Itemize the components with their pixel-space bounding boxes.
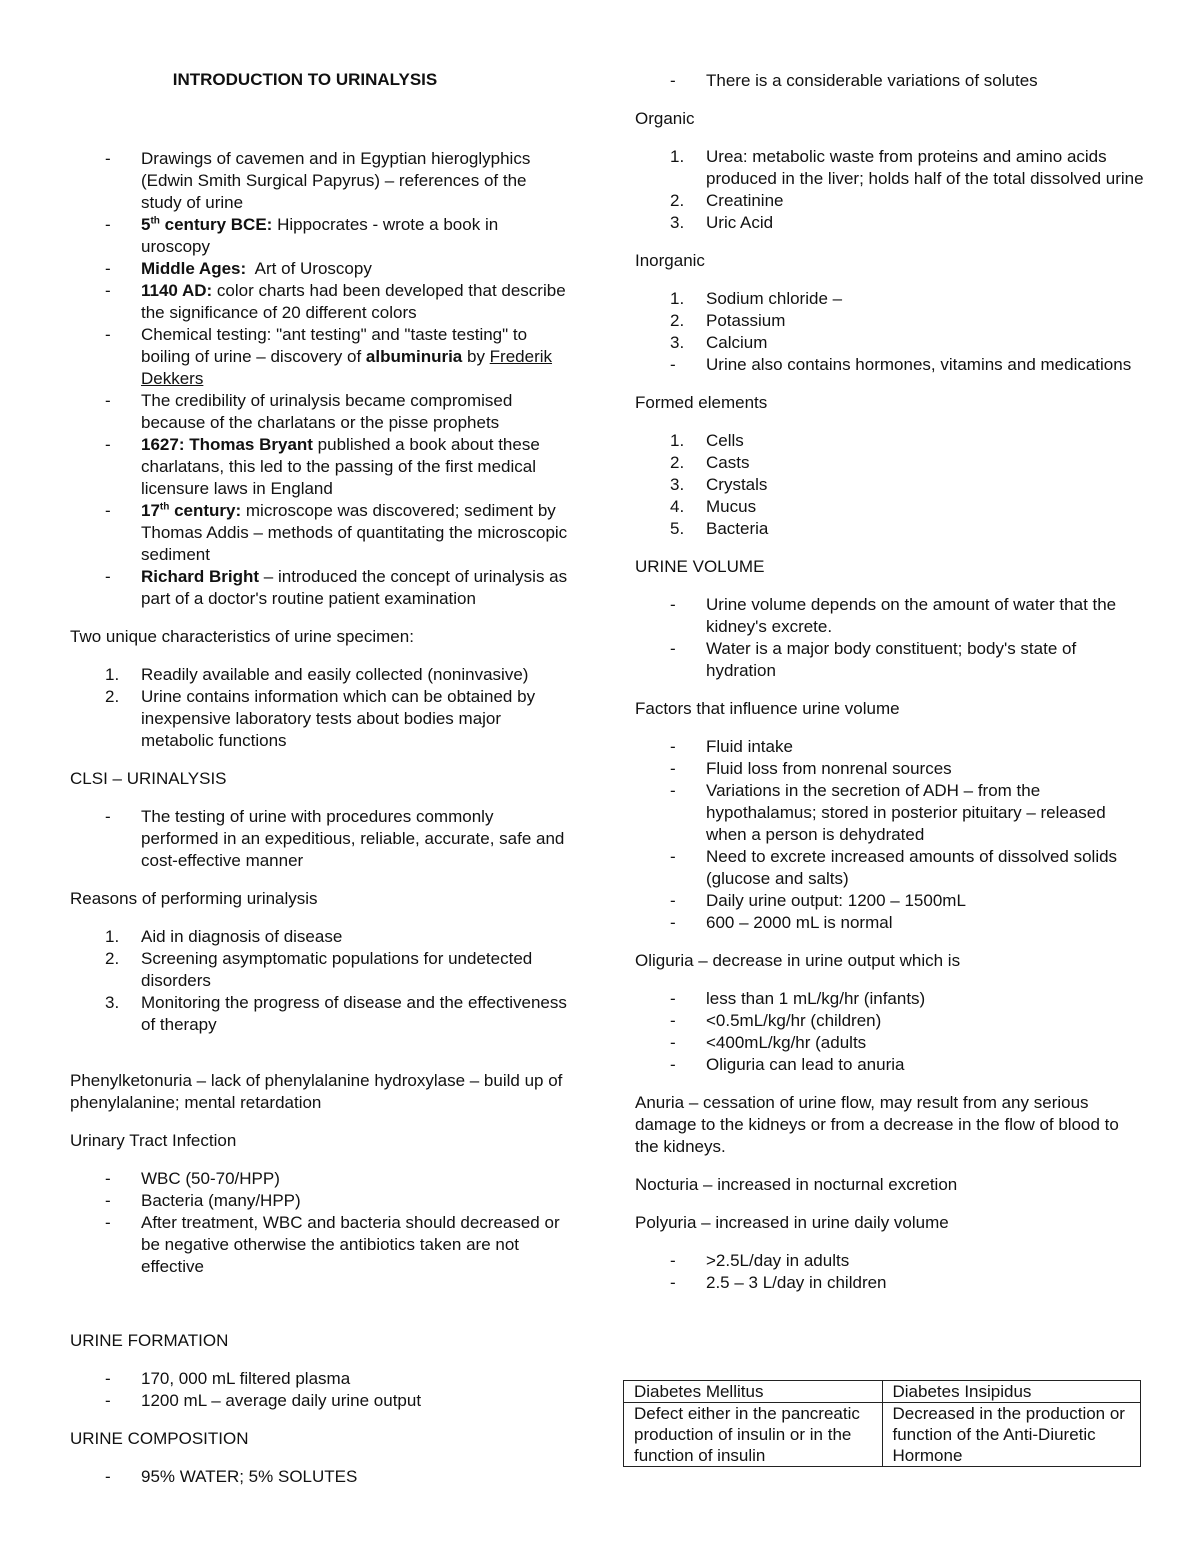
- list-item: - Urine volume depends on the amount of water that the kidney's excrete.: [635, 594, 1145, 638]
- section-heading: CLSI – URINALYSIS: [70, 769, 227, 788]
- oliguria-list: [635, 988, 1145, 1076]
- list-item: 1. Cells: [670, 431, 744, 450]
- diabetes-table: [623, 1380, 1141, 1467]
- table-cell: Decreased in the production or function of the Anti-Diuretic Hormone: [882, 1403, 1141, 1467]
- list-item: 3. Uric Acid: [670, 213, 774, 232]
- history-list: [70, 148, 570, 610]
- solutes-list: [635, 70, 1145, 92]
- list-item: - The credibility of urinalysis became compromised because of the charlatans or the pisse prophets: [70, 390, 570, 434]
- list-item: 2. Urine contains information which can be obtained by inexpensive laboratory tests about bodies major metabolic functions: [105, 687, 536, 750]
- volume-list: [635, 594, 1145, 682]
- list-item: - Richard Bright – introduced the concept of urinalysis as part of a doctor's routine patient examination: [70, 566, 570, 610]
- list-item: - Fluid intake: [635, 736, 1145, 758]
- reasons-list: [70, 926, 570, 1036]
- list-item: - Oliguria can lead to anuria: [635, 1054, 1145, 1076]
- section-heading: Organic: [635, 109, 695, 128]
- list-item: - <400mL/kg/hr (adults: [635, 1032, 1145, 1054]
- list-item: 2. Casts: [670, 453, 750, 472]
- section-heading: Polyuria – increased in urine daily volume: [635, 1213, 949, 1232]
- list-item: 4. Mucus: [670, 497, 757, 516]
- table-row: [624, 1403, 1141, 1467]
- table-cell: Defect either in the pancreatic production of insulin or in the function of insulin: [624, 1403, 883, 1467]
- list-item: 1. Sodium chloride –: [670, 289, 843, 308]
- list-item: 1. Aid in diagnosis of disease: [105, 927, 343, 946]
- list-item: 3. Monitoring the progress of disease and the effectiveness of therapy: [105, 993, 567, 1034]
- list-item: - 2.5 – 3 L/day in children: [635, 1272, 1145, 1294]
- list-item: 3. Calcium: [670, 333, 768, 352]
- section-heading: Formed elements: [635, 393, 768, 412]
- section-heading: Two unique characteristics of urine specimen:: [70, 627, 414, 646]
- list-item: 3. Crystals: [670, 475, 768, 494]
- anuria-paragraph: Anuria – cessation of urine flow, may result from any serious damage to the kidneys or from a decrease in the flow of blood to the kidneys.: [635, 1093, 1119, 1156]
- unique-list: [70, 664, 570, 752]
- section-heading: Factors that influence urine volume: [635, 699, 900, 718]
- organic-list: [635, 146, 1145, 234]
- section-heading: Urinary Tract Infection: [70, 1131, 237, 1150]
- clsi-list: [70, 806, 570, 872]
- table-header-cell: Diabetes Mellitus: [624, 1381, 883, 1403]
- list-item: - less than 1 mL/kg/hr (infants): [635, 988, 1145, 1010]
- section-heading: URINE COMPOSITION: [70, 1429, 249, 1448]
- section-heading: Reasons of performing urinalysis: [70, 889, 318, 908]
- list-item: - There is a considerable variations of solutes: [635, 70, 1145, 92]
- list-item: - Bacteria (many/HPP): [70, 1190, 570, 1212]
- list-item: 1. Readily available and easily collected (noninvasive): [105, 665, 529, 684]
- list-item: - Chemical testing: "ant testing" and "taste testing" to boiling of urine – discovery of albuminuria by Frederik Dekkers: [70, 324, 570, 390]
- list-item: - After treatment, WBC and bacteria should decreased or be negative otherwise the antibiotics taken are not effective: [70, 1212, 570, 1278]
- list-item: - WBC (50-70/HPP): [70, 1168, 570, 1190]
- list-item: - Fluid loss from nonrenal sources: [635, 758, 1145, 780]
- list-item: 1. Urea: metabolic waste from proteins and amino acids produced in the liver; holds half of the total dissolved urine: [670, 147, 1144, 188]
- nocturia-paragraph: Nocturia – increased in nocturnal excretion: [635, 1175, 958, 1194]
- pku-paragraph: Phenylketonuria – lack of phenylalanine hydroxylase – build up of phenylalanine; mental retardation: [70, 1071, 563, 1112]
- list-item: 2. Potassium: [670, 311, 786, 330]
- list-item: - 600 – 2000 mL is normal: [635, 912, 1145, 934]
- list-item: - Need to excrete increased amounts of dissolved solids (glucose and salts): [635, 846, 1145, 890]
- table-header-cell: Diabetes Insipidus: [882, 1381, 1141, 1403]
- section-heading: Oliguria – decrease in urine output which is: [635, 951, 961, 970]
- page-title: INTRODUCTION TO URINALYSIS: [172, 70, 438, 89]
- composition-list: [70, 1466, 570, 1488]
- list-item: - 170, 000 mL filtered plasma: [70, 1368, 570, 1390]
- polyuria-list: [635, 1250, 1145, 1294]
- list-item: - Variations in the secretion of ADH – from the hypothalamus; stored in posterior pituitary – released when a person is dehydrated: [635, 780, 1145, 846]
- list-item: - Daily urine output: 1200 – 1500mL: [635, 890, 1145, 912]
- formed-list: [635, 430, 1145, 540]
- section-heading: Inorganic: [635, 251, 705, 270]
- list-item: - Middle Ages: Art of Uroscopy: [70, 258, 570, 280]
- list-item: - The testing of urine with procedures commonly performed in an expeditious, reliable, accurate, safe and cost-effective manner: [70, 806, 570, 872]
- left-column: [70, 66, 570, 1504]
- uti-list: [70, 1168, 570, 1278]
- list-item: - 1627: Thomas Bryant published a book about these charlatans, this led to the passing of the first medical licensure laws in England: [70, 434, 570, 500]
- list-item: - >2.5L/day in adults: [635, 1250, 1145, 1272]
- table-row: [624, 1381, 1141, 1403]
- list-item: - Urine also contains hormones, vitamins and medications: [635, 354, 1145, 376]
- list-item: 5. Bacteria: [670, 519, 769, 538]
- list-item: - 1200 mL – average daily urine output: [70, 1390, 570, 1412]
- list-item: - Drawings of cavemen and in Egyptian hieroglyphics (Edwin Smith Surgical Papyrus) – references of the study of urine: [70, 148, 570, 214]
- list-item: - 17th century: microscope was discovered; sediment by Thomas Addis – methods of quantitating the microscopic sediment: [70, 500, 570, 566]
- list-item: - <0.5mL/kg/hr (children): [635, 1010, 1145, 1032]
- inorganic-list: [635, 288, 1145, 354]
- section-heading: URINE FORMATION: [70, 1331, 229, 1350]
- list-item: - Water is a major body constituent; body's state of hydration: [635, 638, 1145, 682]
- formation-list: [70, 1368, 570, 1412]
- inorganic-note-list: [635, 354, 1145, 376]
- list-item: - 95% WATER; 5% SOLUTES: [70, 1466, 570, 1488]
- list-item: - 1140 AD: color charts had been developed that describe the significance of 20 different colors: [70, 280, 570, 324]
- section-heading: URINE VOLUME: [635, 557, 765, 576]
- factors-list: [635, 736, 1145, 934]
- list-item: 2. Creatinine: [670, 191, 784, 210]
- list-item: - 5th century BCE: Hippocrates - wrote a book in uroscopy: [70, 214, 570, 258]
- right-column: [635, 66, 1145, 1310]
- list-item: 2. Screening asymptomatic populations for undetected disorders: [105, 949, 533, 990]
